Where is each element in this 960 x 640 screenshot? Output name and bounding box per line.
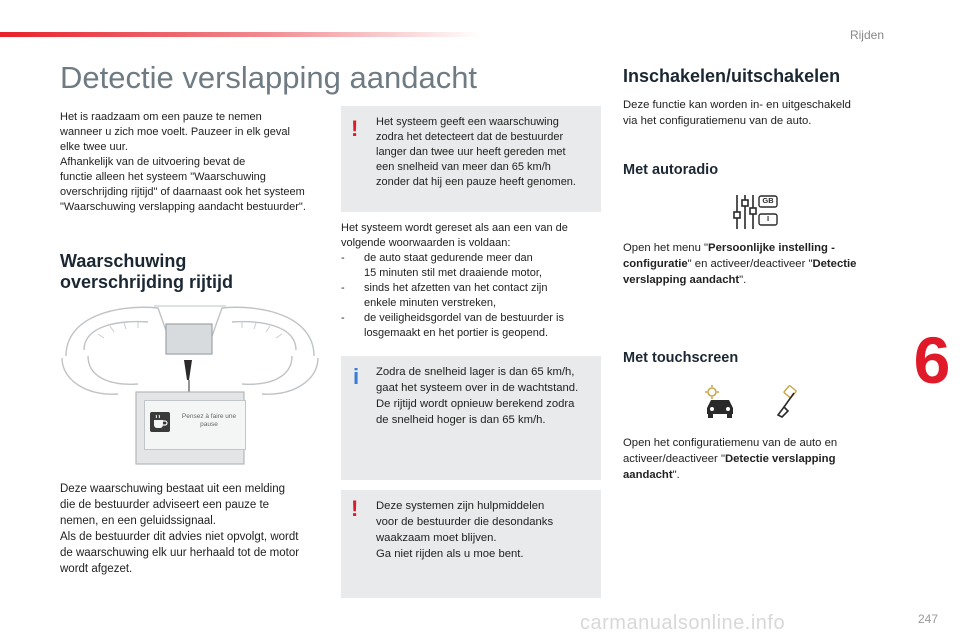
warning-box-assist [341,490,601,598]
intro-paragraph [60,110,330,215]
info-icon: i [353,364,360,389]
warning-box-detection [341,106,601,212]
subtitle-driving-time-warning [60,251,233,293]
left-dial-outline [66,307,168,356]
warning-line: Ga niet rijden als u moe bent. [376,548,524,560]
reset-item-line: enkele minuten verstreken, [364,297,497,309]
reset-item-line: de auto staat gedurende meer dan [364,252,533,264]
display-message-line: pause [200,421,218,428]
section-title-toggle: Inschakelen/uitschakelen [623,66,841,86]
info-line: gaat het systeem over in de wachtstand. [376,382,579,394]
subtitle-line: Waarschuwing [60,251,187,271]
reset-intro-line: Het systeem wordt gereset als aan een van de [341,222,568,234]
radio-text: Open het menu " [623,242,709,254]
menu-name: configuratie [623,258,688,270]
reset-item-text [355,251,606,281]
intro-line: Het is raadzaam om een pauze te nemen [60,111,262,123]
body-line: nemen, en een geluidssignaal. [60,515,217,527]
info-line: Zodra de snelheid lager is dan 65 km/h, [376,366,575,378]
subtitle-line: overschrijding rijtijd [60,272,234,292]
list-dash: - [341,252,345,264]
message-display [144,400,246,450]
reset-item-line: losgemaakt en het portier is geopend. [364,327,549,339]
info-box-standby [341,356,601,480]
warning-line: zonder dat hij een pauze heeft genomen. [376,176,576,188]
watermark: carmanualsonline.info [580,612,786,634]
function-name: Detectie verslapping [724,453,836,465]
radio-text: " en activeer/deactiveer " [687,258,813,270]
subtitle-autoradio: Met autoradio [623,162,719,178]
header-accent-bar [0,32,480,37]
radio-text: ". [739,274,747,286]
page-title: Detectie verslapping aandacht [60,60,478,95]
reset-item-text [355,281,606,311]
touchscreen-instructions [623,435,893,483]
chapter-number: 6 [913,323,951,397]
function-name: verslapping aandacht [623,274,740,286]
toggle-intro [623,97,893,129]
toggle-intro-line: Deze functie kan worden in- en uitgeschakeld [623,99,851,111]
reset-item-line: 15 minuten stil met draaiende motor, [364,267,542,279]
coffee-cup-icon [149,411,171,433]
warning-line: waakzaam moet blijven. [376,532,497,544]
section-label: Rijden [849,28,884,42]
info-line: de snelheid hoger is dan 65 km/h. [376,414,546,426]
intro-line: Afhankelijk van de uitvoering bevat de [60,156,246,168]
info-box-text [376,364,598,428]
body-line: de waarschuwing elk uur herhaald tot de motor [60,547,300,559]
intro-line: overschrijding rijtijd" of daarnaast ook het systeem [60,186,305,198]
body-line: Als de bestuurder dit advies niet opvolgt, wordt [60,531,299,543]
body-line: die de bestuurder adviseert een pauze te [60,499,270,511]
menu-name: Persoonlijke instelling - [708,242,835,254]
gb-label: GB [762,196,774,205]
intro-line: elke twee uur. [60,141,128,153]
reset-item-line: de veiligheidsgordel van de bestuurder is [364,312,564,324]
cluster-screen [166,324,212,354]
right-dial-lower [262,358,318,394]
car-settings-icon [703,384,741,420]
radio-instructions [623,240,893,288]
warning-line: Deze systemen zijn hulpmiddelen [376,500,545,512]
function-name: aandacht [623,469,673,481]
warning-description [60,481,330,577]
function-name: Detectie [812,258,857,270]
reset-conditions [341,221,606,341]
intro-line: "Waarschuwing verslapping aandacht bestuurder". [60,201,306,213]
toggle-intro-line: via het configuratiemenu van de auto. [623,115,812,127]
warning-line: voor de bestuurder die desondanks [376,516,554,528]
warning-box-text [376,498,598,562]
touch-text: Open het configuratiemenu van de auto en [623,437,838,449]
reset-item-text [355,311,606,341]
touch-text: ". [672,469,680,481]
warning-line: Het systeem geeft een waarschuwing [376,116,559,128]
warning-line: langer dan twee uur heeft gereden met [376,146,566,158]
page-number: 247 [917,612,938,626]
list-dash: - [341,282,345,294]
reset-item [341,251,606,281]
display-message [175,413,243,429]
warning-line: een snelheid van meer dan 65 km/h [376,161,551,173]
intro-line: wanneer u zich moe voelt. Pauzeer in elk geval [60,126,290,138]
right-dial-outline [212,307,314,356]
intro-line: functie alleen het systeem "Waarschuwing [60,171,266,183]
reset-intro-line: volgende woorwaarden is voldaan: [341,237,511,249]
reset-item [341,281,606,311]
subtitle-touchscreen: Met touchscreen [623,350,739,366]
warning-exclamation-icon: ! [351,116,359,141]
pointer-arrow-icon [184,360,192,380]
warning-line: zodra het detecteert dat de bestuurder [376,131,564,143]
reset-item-line: sinds het afzetten van het contact zijn [364,282,548,294]
i-label: I [766,214,770,223]
display-message-line: Pensez à faire une [181,413,237,420]
body-line: wordt afgezet. [60,563,133,575]
warning-exclamation-icon: ! [351,496,359,521]
reset-item [341,311,606,341]
touch-setting-icon [776,385,804,419]
warning-box-text [376,115,598,190]
left-dial-lower [62,358,118,394]
body-line: Deze waarschuwing bestaat uit een melding [60,483,286,495]
info-line: De rijtijd wordt opnieuw berekend zodra [376,398,575,410]
touch-text: activeer/deactiveer " [623,453,725,465]
list-dash: - [341,312,345,324]
